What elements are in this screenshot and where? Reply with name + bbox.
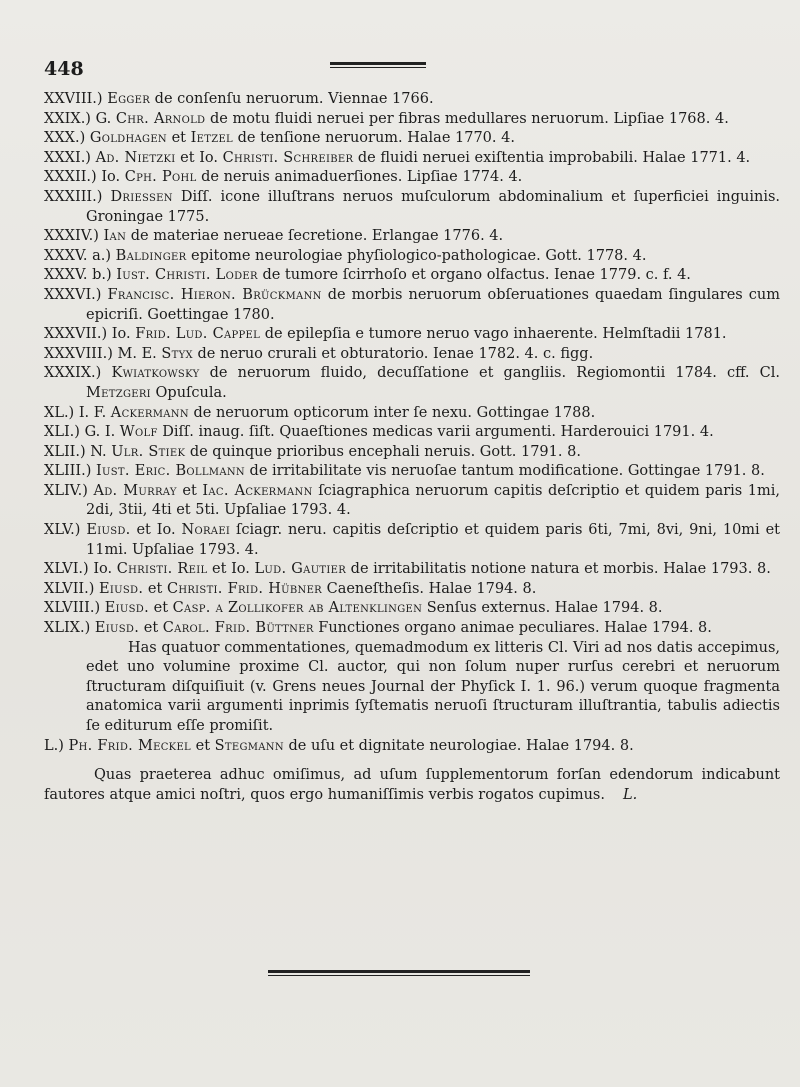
entry-text: de epilepſia e tumore neruo vago inhaerente. Helmſtadii 1781. [260,326,727,343]
entry-number: XLVIII.) [44,600,101,617]
entry-text: de neruo crurali et obturatorio. Ienae 1782. 4. c. figg. [192,345,594,362]
entry-text: Opuſcula. [150,384,227,401]
entry-text: de conſenſu neruorum. Viennae 1766. [150,91,434,107]
bibliography-entry [44,286,780,325]
author-name: Ian [103,228,127,245]
closing-paragraph [44,766,780,805]
author-name: Driessen [110,188,173,205]
entry-text: de uſu et dignitate neurologiae. Halae 1794. 8. [283,737,634,754]
entry-text: epitome neurologiae phyſiologico-pathologicae. Gott. 1778. 4. [186,247,647,264]
entry-text: de materiae nerueae ſecretione. Erlangae 1776. 4. [126,228,504,245]
bibliography-entry [44,580,780,600]
bibliography-entry [44,325,780,345]
entry-number: XXX.) [44,130,86,147]
bibliography-entry [44,188,780,227]
entry-text: de neruorum fluido, decuſſatione et gangliis. Regiomontii 1784. cff. Cl. [199,365,781,382]
bibliography-entry [44,110,780,130]
bibliography-entry [44,149,780,169]
entry-text: ſciagr. neru. capitis deſcriptio et quidem paris 6ti, 7mi, 8vi, 9ni, 10mi et 11mi. Upſaliae 1793. 4. [86,522,780,558]
entry-text: de neruorum opticorum inter ſe nexu. Gottingae 1788. [188,404,596,421]
entry-text: G. I. [84,424,120,441]
entry-text: de motu fluidi neruei per fibras medullares neruorum. Lipſiae 1768. 4. [205,110,729,127]
author-name: Christi. Reil [116,561,208,578]
entry-text: I. F. [78,404,111,421]
author-name: Ietzel [190,130,233,147]
author-name: Francisc. Hieron. Brückmann [107,286,322,303]
entry-number: XLIII.) [44,463,92,480]
author-name: Casp. a Zollikofer ab Altenklingen [172,600,423,617]
entry-number: L.) [44,737,64,754]
bibliography-entry [44,737,780,757]
bibliography-entry [44,482,780,521]
entry-number: XXXVII.) [44,326,108,343]
entry-text: et Io. [207,561,255,578]
bibliography-entry [44,345,780,365]
entry-number: XXXIV.) [44,228,99,245]
bibliography-entry [44,404,780,424]
bibliography-entry [44,443,780,463]
entry-number: XLIV.) [44,482,88,499]
entry-text: M. E. [117,345,162,362]
entry-number: XXXI.) [44,149,91,166]
entry-text: Senſus externus. Halae 1794. 8. [422,600,663,617]
entry-number: XL.) [44,404,75,421]
closing-text: Quas praeterea adhuc omiſimus, ad uſum ſupplementorum forſan edendorum indicabunt fautores atque amici noſtri, quos ergo humaniſſimis verbis rogatos cupimus. [44,767,780,803]
author-name: Wolf [119,424,158,441]
entry-text: G. [95,110,116,127]
bibliography-entry [44,521,780,560]
entry-text: et Io. [175,149,223,166]
entry-number: XLVI.) [44,561,89,578]
author-name: Cph. Pohl [124,169,197,186]
footer-rule [268,970,530,976]
author-name: Kwiatkowsky [111,365,200,382]
entry-text: Diſſ. icone illuſtrans neruos muſculorum abdominalium et ſuperficiei inguinis. Groningae 1775. [86,188,781,225]
author-name: Baldinger [115,247,187,264]
bibliography-entry [44,462,780,482]
author-name: Carol. Frid. Büttner [162,620,314,637]
entry-number: XXXIX.) [44,365,102,382]
entry-number: XXXII.) [44,169,97,186]
entry-number: XXVIII.) [44,91,103,107]
author-name: Christi. Frid. Hübner [166,580,322,597]
author-name: Ad. Nietzki [95,149,176,166]
bibliography-entry [44,168,780,188]
entry-text: et [143,580,167,597]
entry-text: de fluidi neruei exiſtentia improbabili. Halae 1771. 4. [353,149,751,166]
bibliography-entry [44,90,780,110]
bibliography-entry [44,560,780,580]
author-name: Eiusd. [94,620,140,637]
author-name: Christi. Schreiber [222,149,354,166]
bibliography-entry [44,423,780,443]
author-name: Eiusd. [104,600,150,617]
entry-text: de morbis neruorum obſeruationes quaedam ſingulares cum epicriſi. Goettingae 1780. [86,286,780,323]
bibliography-entry [44,266,780,286]
entry-text: et [149,600,173,617]
author-name: Iac. Ackermann [202,482,313,499]
entry-text: et [176,482,203,499]
entry-text: de quinque prioribus encephali neruis. Gott. 1791. 8. [185,443,581,460]
editorial-note: Has quatuor commentationes, quemadmodum ex litteris Cl. Viri ad nos datis accepimus, edet uno volumine proxime Cl. auctor, qui non ſolum nuper rurſus cerebri et neruorum ſtructuram diſquiſiuit (v. Grens neues Journal der Phyſick I. 1. 96.) verum quoque fragmenta anatomica varii argumenti inprimis ſyſtematis neruoſi ſtructuram illuſtrantia, tabulis adiectis ſe editurum eſſe promiſit. [86,639,780,734]
author-name: Lud. Gautier [254,561,347,578]
author-name: Iust. Christi. Loder [116,267,258,284]
author-name: Styx [161,345,193,362]
entry-number: XLIX.) [44,620,91,637]
entry-text: Io. [93,561,117,578]
header-rule [330,62,426,68]
entry-text: de irritabilitate vis neruoſae tantum modificatione. Gottingae 1791. 8. [244,463,765,480]
author-name: Noraei [181,522,231,539]
entry-number: XXXV. b.) [44,267,112,284]
author-name: Metzgeri [86,384,151,401]
bibliography-entry [44,247,780,267]
entry-text: et [166,130,191,147]
author-name: Iust. Eric. Bollmann [96,463,245,480]
entry-number: XLV.) [44,522,81,539]
entry-text: Functiones organo animae peculiares. Halae 1794. 8. [313,620,712,637]
bibliography-list [44,90,780,805]
entry-number: XLI.) [44,424,80,441]
entry-text: Io. [101,169,125,186]
author-name: Chr. Arnold [115,110,206,127]
entry-number: XXIX.) [44,110,91,127]
author-name: Ad. Murray [93,482,177,499]
entry-text: et Io. [130,522,182,539]
bibliography-entry [44,619,780,639]
author-name: Ph. Frid. Meckel [68,737,191,754]
entry-text: de tumore ſcirrhoſo et organo olfactus. Ienae 1779. c. f. 4. [257,267,691,284]
bibliography-entry [44,227,780,247]
author-name: Goldhagen [89,130,167,147]
page-number: 448 [44,58,84,80]
entry-text: Diſſ. inaug. ſiſt. Quaeſtiones medicas varii argumenti. Harderouici 1791. 4. [157,424,714,441]
author-name: Frid. Lud. Cappel [135,326,261,343]
entry-number: XXXVI.) [44,286,102,303]
entry-text: de neruis animaduerſiones. Lipſiae 1774. 4. [196,169,523,186]
entry-number: XXXVIII.) [44,345,113,362]
entry-list-final [44,737,780,757]
entry-text: et [139,620,163,637]
author-name: Ulr. Stiek [111,443,186,460]
entry-text: et [191,737,215,754]
bibliography-entry [44,599,780,619]
signature: L. [622,786,638,803]
entry-text: ſciagraphica neruorum capitis deſcriptio et quidem paris 1mi, 2di, 3tii, 4ti et 5ti. Upſaliae 1793. 4. [86,482,781,519]
author-name: Ackermann [110,404,189,421]
entry-number: XXXV. a.) [44,247,112,264]
entry-text: N. [90,443,112,460]
entry-text: Caeneſtheſis. Halae 1794. 8. [322,580,537,597]
author-name: Stegmann [214,737,284,754]
bibliography-entry [44,129,780,149]
entry-number: XLVII.) [44,580,95,597]
bibliography-entry [44,364,780,403]
entry-list [44,90,780,639]
author-name: Eiusd. [99,580,144,597]
entry-text: de irritabilitatis notione natura et morbis. Halae 1793. 8. [346,561,771,578]
entry-number: XXXIII.) [44,188,103,205]
entry-text: Io. [111,326,136,343]
author-name: Eiusd. [86,522,131,539]
entry-text: de tenſione neruorum. Halae 1770. 4. [233,130,515,147]
author-name: Egger [107,91,151,107]
entry-number: XLII.) [44,443,86,460]
